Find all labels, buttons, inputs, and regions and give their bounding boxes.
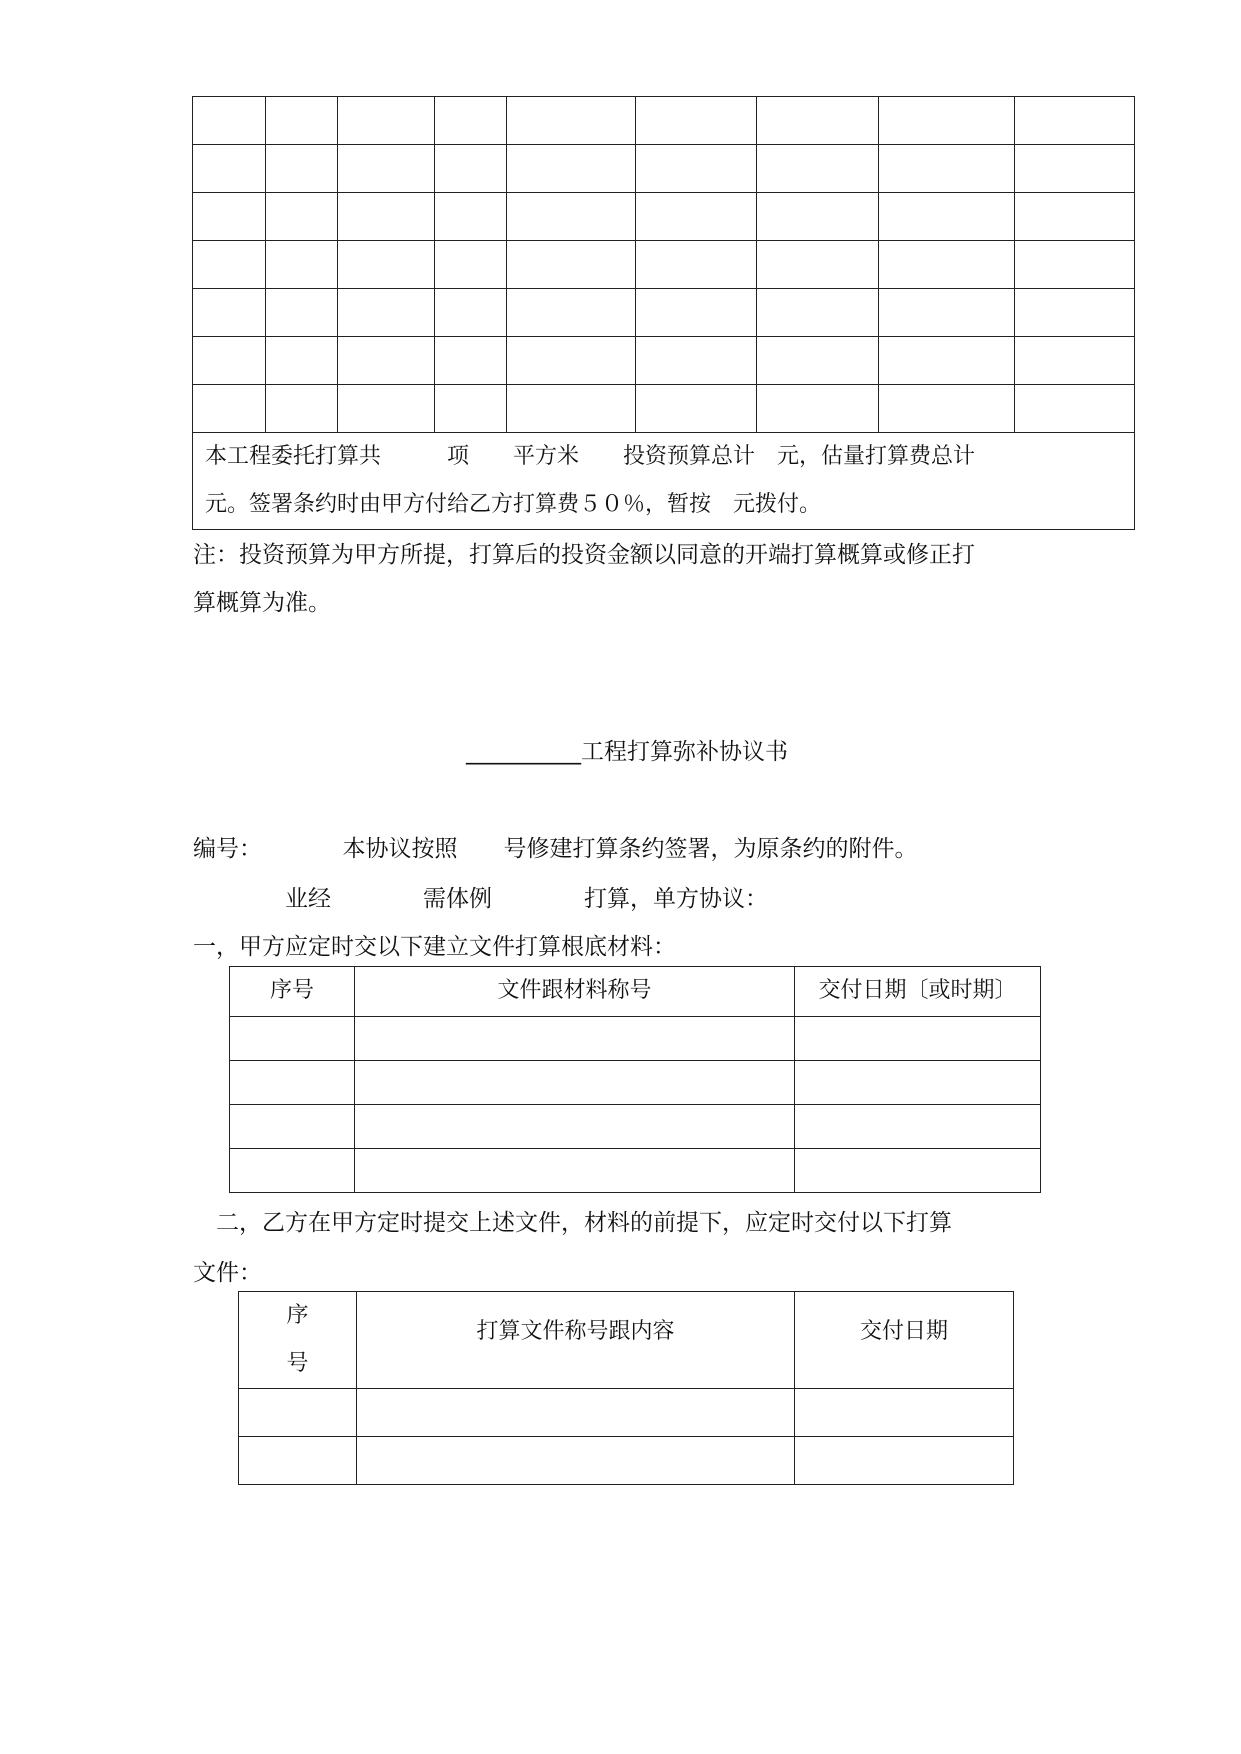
table-cell <box>193 145 266 193</box>
table-cell <box>1015 337 1135 385</box>
table-cell <box>435 289 507 337</box>
table-cell <box>266 337 338 385</box>
table-cell <box>230 1017 355 1061</box>
summary-line-2: 元。签署条约时由甲方付给乙方打算费５０％，暂按 元拨付。 <box>205 492 822 517</box>
table-cell <box>757 97 879 145</box>
table-cell <box>879 241 1015 289</box>
table-cell <box>1015 241 1135 289</box>
materials-table <box>229 966 1041 1193</box>
table-cell <box>757 385 879 433</box>
table-row <box>193 385 1135 433</box>
table-cell <box>435 97 507 145</box>
table-cell <box>357 1437 795 1485</box>
table-cell <box>355 1061 795 1105</box>
table-cell <box>879 385 1015 433</box>
table-row <box>230 1017 1041 1061</box>
table-cell <box>266 289 338 337</box>
table-cell <box>266 193 338 241</box>
header-delivery-date: 交付日期 <box>795 1292 1014 1389</box>
table-cell <box>757 193 879 241</box>
table-cell <box>357 1389 795 1437</box>
table-cell <box>193 337 266 385</box>
table-cell <box>507 145 636 193</box>
table-row <box>239 1389 1014 1437</box>
header-seq-1: 序 <box>286 1303 309 1328</box>
table-cell <box>355 1017 795 1061</box>
table-cell <box>636 241 757 289</box>
section-two-line-2: 文件： <box>193 1260 262 1286</box>
agreement-intro: 编号： 本协议按照 号修建打算条约签署，为原条约的附件。 <box>193 836 918 862</box>
table-cell <box>507 289 636 337</box>
table-cell <box>338 145 435 193</box>
section-two-line-1: 二，乙方在甲方定时提交上述文件，材料的前提下，应定时交付以下打算 <box>193 1210 952 1236</box>
table-cell <box>879 97 1015 145</box>
table-cell <box>795 1389 1014 1437</box>
header-seq-2: 号 <box>286 1351 309 1376</box>
table-cell <box>795 1017 1041 1061</box>
table-cell <box>193 97 266 145</box>
table-row <box>193 337 1135 385</box>
agreement-consent: 业经 需体例 打算，单方协议： <box>193 886 768 912</box>
header-seq <box>239 1292 357 1389</box>
table-cell <box>193 193 266 241</box>
table-row <box>193 241 1135 289</box>
table-cell <box>193 385 266 433</box>
table-cell <box>230 1061 355 1105</box>
table-cell <box>879 337 1015 385</box>
table-cell <box>757 337 879 385</box>
table-cell <box>338 241 435 289</box>
table-cell <box>266 385 338 433</box>
table-cell <box>1015 289 1135 337</box>
table-cell <box>435 193 507 241</box>
table-cell <box>795 1149 1041 1193</box>
table-cell <box>266 241 338 289</box>
table-row <box>193 145 1135 193</box>
table-cell <box>636 97 757 145</box>
table-row <box>230 1061 1041 1105</box>
summary-cell <box>193 433 1135 530</box>
table-row <box>239 1437 1014 1485</box>
table-cell <box>193 241 266 289</box>
table-cell <box>239 1389 357 1437</box>
table-cell <box>636 289 757 337</box>
table-cell <box>338 289 435 337</box>
table-cell <box>636 337 757 385</box>
note-line-1: 注：投资预算为甲方所提，打算后的投资金额以同意的开端打算概算或修正打 <box>193 542 975 568</box>
table-cell <box>1015 385 1135 433</box>
table-cell <box>239 1437 357 1485</box>
table-cell <box>230 1105 355 1149</box>
deliverables-table <box>238 1291 1014 1485</box>
table-cell <box>1015 193 1135 241</box>
table-cell <box>355 1149 795 1193</box>
table-cell <box>435 241 507 289</box>
section-one-heading: 一，甲方应定时交以下建立文件打算根底材料： <box>193 934 676 960</box>
table-cell <box>507 385 636 433</box>
table-cell <box>507 241 636 289</box>
table-cell <box>355 1105 795 1149</box>
note-line-2: 算概算为准。 <box>193 590 331 616</box>
table-row <box>193 193 1135 241</box>
table-cell <box>795 1105 1041 1149</box>
table-cell <box>757 145 879 193</box>
table-row <box>230 1105 1041 1149</box>
table-cell <box>338 337 435 385</box>
table-cell <box>435 385 507 433</box>
table-cell <box>230 1149 355 1193</box>
table-cell <box>1015 145 1135 193</box>
header-delivery-date: 交付日期〔或时期〕 <box>795 967 1041 1017</box>
table-cell <box>879 193 1015 241</box>
header-file-content: 打算文件称号跟内容 <box>357 1292 795 1389</box>
table-cell <box>507 193 636 241</box>
table-cell <box>636 145 757 193</box>
table-cell <box>795 1061 1041 1105</box>
table-row <box>193 289 1135 337</box>
table-cell <box>879 289 1015 337</box>
table-cell <box>507 337 636 385</box>
table-cell <box>879 145 1015 193</box>
document-title: __________工程打算弥补协议书 <box>466 739 788 765</box>
table-cell <box>193 289 266 337</box>
header-document-name: 文件跟材料称号 <box>355 967 795 1017</box>
table-cell <box>266 145 338 193</box>
table-cell <box>636 385 757 433</box>
table-row <box>230 1149 1041 1193</box>
table-cell <box>795 1437 1014 1485</box>
table-row <box>193 97 1135 145</box>
table-cell <box>338 193 435 241</box>
budget-table <box>192 96 1135 530</box>
table-cell <box>435 145 507 193</box>
table-cell <box>435 337 507 385</box>
table-cell <box>757 241 879 289</box>
table-cell <box>757 289 879 337</box>
table-cell <box>507 97 636 145</box>
table-cell <box>636 193 757 241</box>
table-cell <box>1015 97 1135 145</box>
table-cell <box>338 97 435 145</box>
table-cell <box>266 97 338 145</box>
table-cell <box>338 385 435 433</box>
summary-line-1: 本工程委托打算共 项 平方米 投资预算总计 元，估量打算费总计 <box>205 444 976 469</box>
header-seq: 序号 <box>230 967 355 1017</box>
